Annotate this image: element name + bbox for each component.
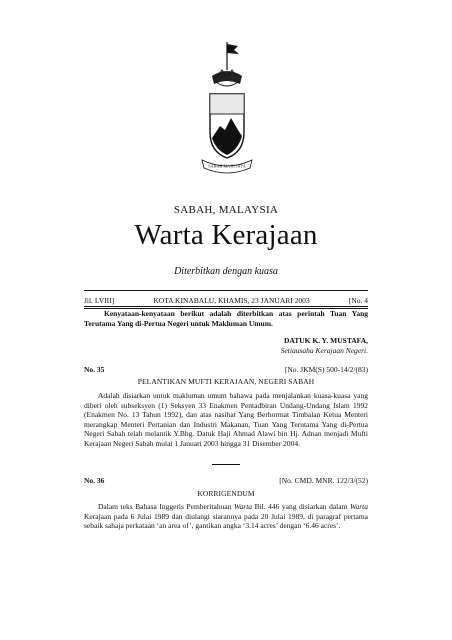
gazette-state-subtitle: SABAH, MALAYSIA xyxy=(173,204,279,216)
issue-volume: Jil. LVIII] xyxy=(84,295,115,305)
entry-header-35 xyxy=(84,363,368,375)
entry-title: KORRIGENDUM xyxy=(197,489,255,498)
entry-body: Dalam teks Bahasa Inggeris Pemberitahuan Warta Bil. 446 yang disiarkan dalam Warta Kerajaan pada 6 Julai 1989 dan diulangi siarannya pada 20 Julai 1989, di paragraf pertama sebaik sahaja perkataan ‘an area of’, gantikan angka ‘3.14 acres’ dengan ‘6.46 acres’. xyxy=(84,502,368,531)
entry-number: No. 35 xyxy=(84,364,105,374)
entry-reference: [No. JKM(S) 500-14/2/(83) xyxy=(284,364,368,374)
gazette-publisher-line: Diterbitkan dengan kuasa xyxy=(174,266,278,277)
issue-place-date: KOTA KINABALU, KHAMIS, 23 JANUARI 2003 xyxy=(153,295,310,305)
entry-title: PELANTIKAN MUFTI KERAJAAN, NEGERI SABAH xyxy=(137,377,315,386)
entry-header-36 xyxy=(84,474,368,486)
signature-block xyxy=(281,336,368,356)
entry-body: Adalah disiarkan untuk makluman umum bahawa pada menjalankan kuasa-kuasa yang diberi oleh subseksyen (1) Seksyen 33 Enakmen Pentadbiran Undang-Undang Islam 1992 (Enakmen No. 13 Tahun 1992), dan atas nasihat Yang Berhormat Timbalan Ketua Menteri merangkap Menteri Pertanian dan Industri Makanan, Tuan Yang Terutama Yang di-Pertua Negeri Sabah telah melantik Y.Bhg. Datuk Haji Ahmad Alawi bin Hj. Adnan menjadi Mufti Kerajaan Negeri Sabah mulai 1 Januari 2003 hingga 31 Disember 2004. xyxy=(84,391,368,448)
issue-number: [No. 4 xyxy=(348,295,368,305)
signer-title: Setiausaha Kerajaan Negeri. xyxy=(280,346,368,355)
state-crest-icon xyxy=(198,40,256,178)
entry-number: No. 36 xyxy=(84,475,105,485)
entry-reference: [No. CMD. MNR. 122/3/(52) xyxy=(279,475,368,485)
signer-name: DATUK K. Y. MUSTAFA, xyxy=(283,336,368,345)
svg-text:SABAH MAJU JAYA: SABAH MAJU JAYA xyxy=(208,163,246,169)
gazette-title: Warta Kerajaan xyxy=(134,219,318,251)
issue-line xyxy=(84,294,368,306)
entry-separator xyxy=(212,464,240,465)
header-rule-top xyxy=(84,290,368,291)
publication-notice: Kenyataan-kenyataan berikut adalah diterbitkan atas perintah Tuan Yang Terutama Yang di-Pertua Negeri untuk Makluman Umum. xyxy=(84,309,368,328)
